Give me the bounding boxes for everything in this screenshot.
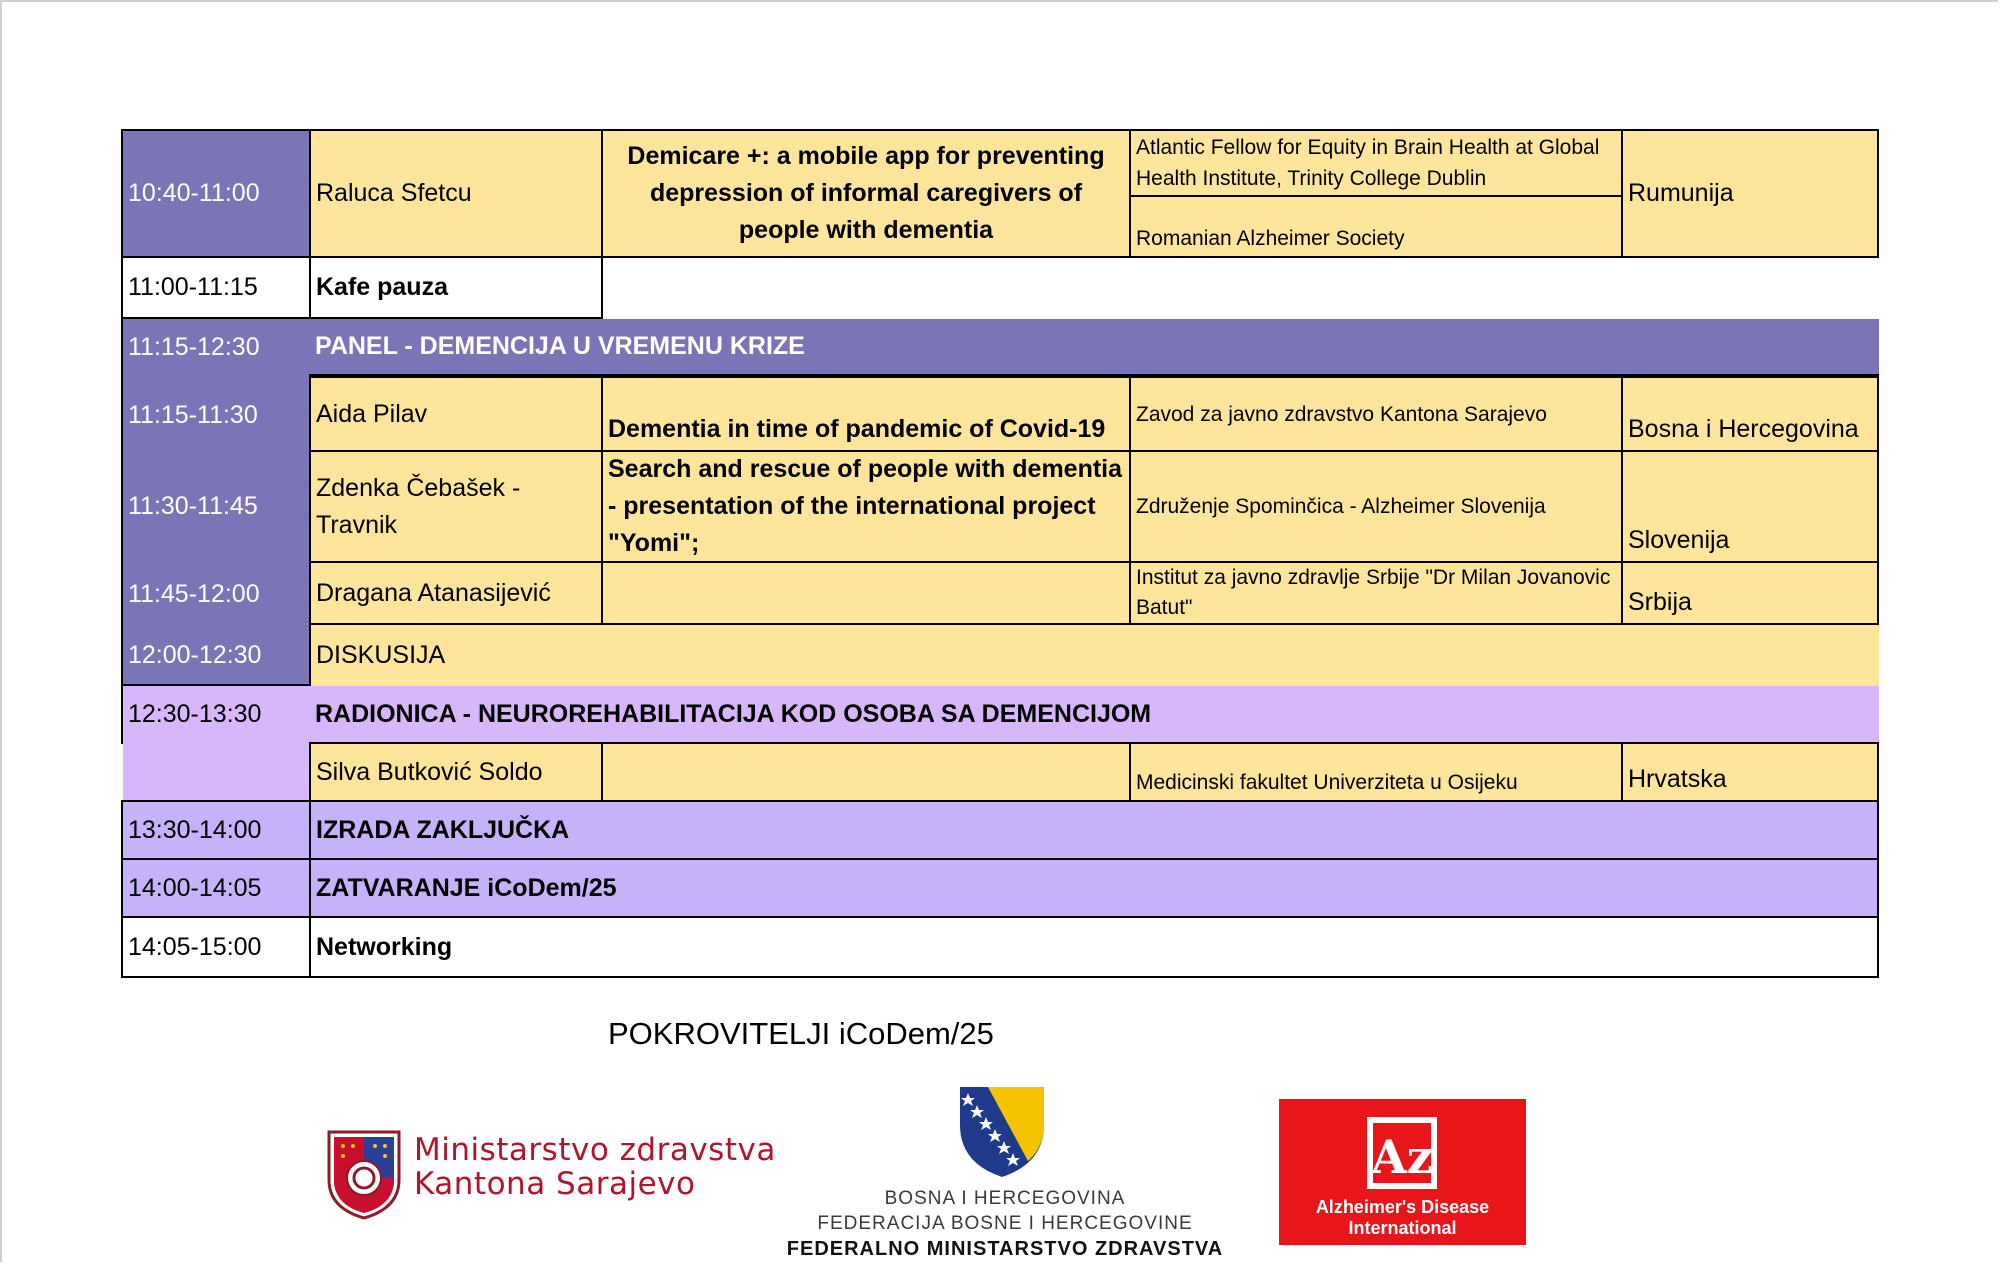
workshop-header: RADIONICA - NEUROREHABILITACIJA KOD OSOBA SA DEMENCIJOM bbox=[309, 686, 1879, 742]
talk-title-cell bbox=[601, 561, 1131, 625]
country-cell: Slovenija bbox=[1621, 450, 1879, 563]
institution-cell: Medicinski fakultet Univerziteta u Osijeku bbox=[1129, 742, 1623, 802]
institution-cell: Atlantic Fellow for Equity in Brain Health at Global Health Institute, Trinity College Dublin bbox=[1129, 129, 1623, 197]
country-cell: Rumunija bbox=[1621, 129, 1879, 258]
break-label: Kafe pauza bbox=[309, 256, 603, 319]
adi-name-line1: Alzheimer's Disease bbox=[1315, 1197, 1490, 1217]
time-cell: 11:00-11:15 bbox=[121, 256, 311, 319]
country-cell: Srbija bbox=[1621, 561, 1879, 625]
speaker-cell: Dragana Atanasijević bbox=[309, 561, 603, 625]
bih-coat-of-arms-icon bbox=[958, 1085, 1046, 1179]
discussion-cell: DISKUSIJA bbox=[309, 623, 1879, 686]
institution-cell: Romanian Alzheimer Society bbox=[1129, 195, 1623, 258]
fbih-line2: FEDERACIJA BOSNE I HERCEGOVINE bbox=[817, 1213, 1193, 1234]
ksa-name-line1: Ministarstvo zdravstva bbox=[414, 1132, 776, 1168]
ksa-coat-of-arms-icon bbox=[325, 1128, 403, 1220]
fbih-sponsor-logo bbox=[780, 1083, 1230, 1264]
time-cell: 11:15-11:30 bbox=[128, 400, 258, 429]
institution-cell: Združenje Spominčica - Alzheimer Slovenija bbox=[1129, 450, 1623, 563]
speaker-cell: Silva Butković Soldo bbox=[309, 742, 603, 802]
institution-cell: Institut za javno zdravlje Srbije "Dr Milan Jovanovic Batut" bbox=[1129, 561, 1623, 625]
sponsors-title: POKROVITELJI iCoDem/25 bbox=[608, 1016, 994, 1051]
time-cell: 11:15-12:30 bbox=[121, 317, 311, 378]
time-cell-empty bbox=[123, 742, 311, 802]
speaker-cell: Aida Pilav bbox=[309, 376, 603, 452]
adi-name-line2: International bbox=[1348, 1218, 1457, 1238]
talk-title-cell bbox=[601, 742, 1131, 802]
talk-title-cell: Dementia in time of pandemic of Covid-19 bbox=[601, 376, 1131, 452]
time-cell: 12:30-13:30 bbox=[121, 684, 311, 744]
institution-cell: Zavod za javno zdravstvo Kantona Sarajevo bbox=[1129, 376, 1623, 452]
time-cell: 11:45-12:00 bbox=[128, 579, 260, 608]
time-cell: 11:30-11:45 bbox=[128, 492, 258, 520]
section-header: PANEL - DEMENCIJA U VREMENU KRIZE bbox=[309, 319, 1879, 376]
ksa-sponsor-logo bbox=[325, 1128, 776, 1224]
talk-title-cell: Search and rescue of people with dementia - presentation of the international project "Yomi"; bbox=[601, 450, 1131, 563]
speaker-cell: Raluca Sfetcu bbox=[309, 129, 603, 258]
time-cell: 14:00-14:05 bbox=[121, 858, 311, 918]
svg-text:Az: Az bbox=[1371, 1130, 1433, 1184]
country-cell: Hrvatska bbox=[1621, 742, 1879, 802]
time-cell: 13:30-14:00 bbox=[121, 800, 311, 860]
ksa-name-line2: Kantona Sarajevo bbox=[414, 1166, 696, 1202]
time-cell: 14:05-15:00 bbox=[121, 916, 311, 978]
adi-az-mark-icon bbox=[1363, 1115, 1441, 1193]
talk-title-cell: Demicare +: a mobile app for preventing depression of informal caregivers of people with dementia bbox=[601, 129, 1131, 258]
country-cell: Bosna i Hercegovina bbox=[1621, 376, 1879, 452]
fbih-line1: BOSNA I HERCEGOVINA bbox=[884, 1188, 1126, 1209]
time-cell: 12:00-12:30 bbox=[128, 640, 262, 669]
speaker-cell: Zdenka Čebašek - Travnik bbox=[309, 450, 603, 563]
networking-cell: Networking bbox=[309, 916, 1879, 978]
conclusions-header: IZRADA ZAKLJUČKA bbox=[309, 800, 1879, 860]
fbih-line3: FEDERALNO MINISTARSTVO ZDRAVSTVA bbox=[786, 1238, 1224, 1260]
closing-header: ZATVARANJE iCoDem/25 bbox=[309, 858, 1879, 918]
adi-sponsor-logo bbox=[1279, 1099, 1526, 1245]
time-cell: 10:40-11:00 bbox=[121, 129, 311, 258]
